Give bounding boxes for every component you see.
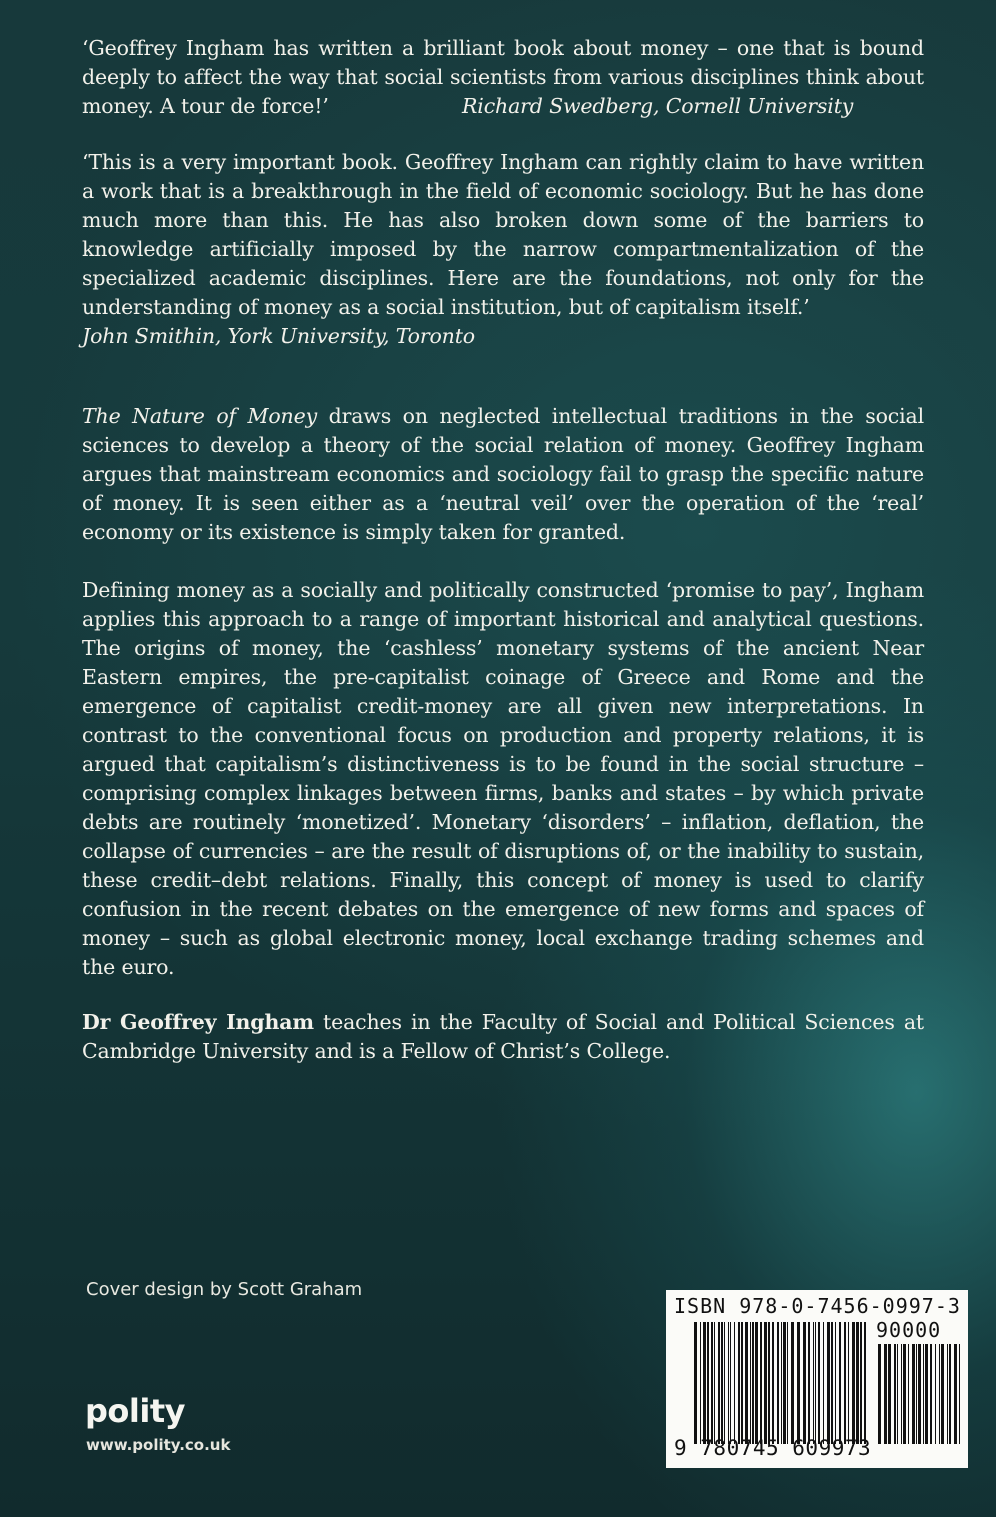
review-quote-1: [82, 34, 924, 121]
ean-digits: 9 780745 609973: [674, 1436, 872, 1460]
barcode-addon-bars-icon: [878, 1344, 960, 1444]
barcode-bars-icon: [694, 1322, 868, 1444]
isbn-barcode: [666, 1290, 968, 1468]
review-quote-2-text: ‘This is a very important book. Geoffrey Ingham can rightly claim to have written a work that is a breakthrough in the field of economic sociology. But he has done much more than this. He has also broken down some of the barriers to knowledge artificially imposed by the narrow compartmentalization of the specialized academic disciplines. Here are the foundations, not only for the understanding of money as a social institution, but of capitalism itself.’: [82, 150, 924, 319]
publisher-logo: polity: [85, 1392, 185, 1430]
description-paragraph-1: [82, 402, 924, 547]
review-quote-1-attribution: Richard Swedberg, Cornell University: [462, 94, 854, 118]
publisher-website: www.polity.co.uk: [86, 1436, 231, 1454]
author-bio-text: teaches in the Faculty of Social and Political Sciences at Cambridge University and is a Fellow of Christ’s College.: [82, 1010, 924, 1063]
description-paragraph-1-text: draws on neglected intellectual traditions in the social sciences to develop a theory of the social relation of money. Geoffrey Ingham argues that mainstream economics and sociology fail to grasp the specific nature of money. It is seen either as a ‘neutral veil’ over the operation of the ‘real’ economy or its existence is simply taken for granted.: [82, 404, 924, 544]
author-bio: [82, 1008, 924, 1066]
review-quote-1-text: ‘Geoffrey Ingham has written a brilliant book about money – one that is bound deeply to affect the way that social scientists from various disciplines think about money. A tour de force!’: [82, 36, 924, 118]
review-quote-2-attribution: John Smithin, York University, Toronto: [82, 324, 475, 348]
book-title-inline: The Nature of Money: [82, 404, 318, 428]
isbn-number: ISBN 978-0-7456-0997-3: [674, 1294, 961, 1318]
cover-design-credit: Cover design by Scott Graham: [86, 1279, 363, 1300]
author-name: Dr Geoffrey Ingham: [82, 1010, 314, 1034]
review-quote-2: [82, 148, 924, 351]
description-paragraph-2: Defining money as a socially and politically constructed ‘promise to pay’, Ingham applies this approach to a range of important historical and analytical questions. The origins of money, the ‘cashless’ monetary systems of the ancient Near Eastern empires, the pre-capitalist coinage of Greece and Rome and the emergence of capitalist credit-money are all given new interpretations. In contrast to the conventional focus on production and property relations, it is argued that capitalism’s distinctiveness is to be found in the social structure – comprising complex linkages between firms, banks and states – by which private debts are routinely ‘monetized’. Monetary ‘disorders’ – inflation, deflation, the collapse of currencies – are the result of disruptions of, or the inability to sustain, these credit–debt relations. Finally, this concept of money is used to clarify confusion in the recent debates on the emergence of new forms and spaces of money – such as global electronic money, local exchange trading schemes and the euro.: [82, 578, 924, 979]
price-code: 90000: [876, 1318, 942, 1342]
